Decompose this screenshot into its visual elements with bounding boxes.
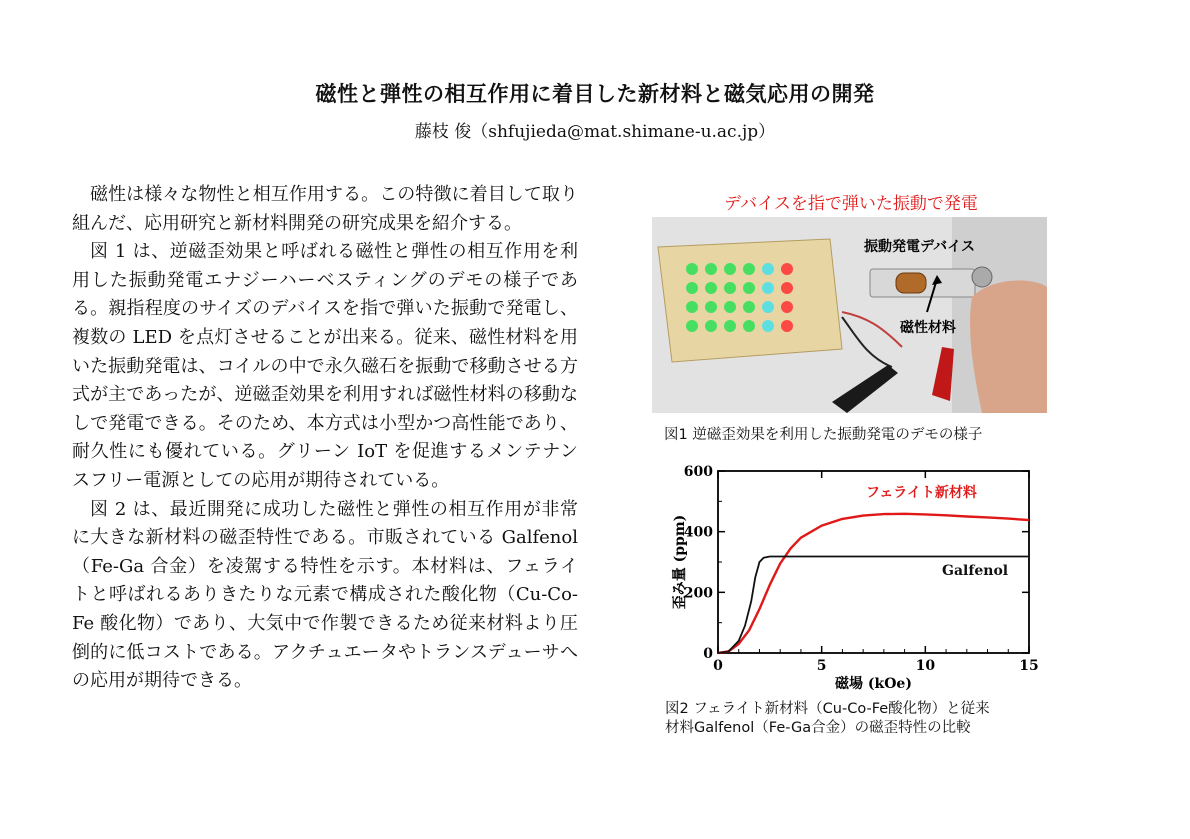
y-tick-label: 200 [683, 585, 713, 602]
led-dot [781, 301, 793, 313]
x-tick-label: 10 [915, 658, 936, 674]
led-dot [781, 263, 793, 275]
photo-illustration [652, 217, 1047, 413]
led-dot [686, 263, 698, 275]
label-material: 磁性材料 [900, 320, 956, 336]
figure2-caption [665, 700, 1065, 738]
body-text [72, 181, 578, 696]
led-dot [743, 282, 755, 294]
led-dot [781, 282, 793, 294]
y-axis-label: 歪み量 (ppm) [672, 514, 688, 610]
led-dot [724, 263, 736, 275]
series-label-ferrite: フェライト新材料 [866, 485, 977, 501]
chart-lines [718, 514, 1029, 653]
chart-labels [671, 464, 1039, 692]
figure2-caption-line2: 材料Galfenol（Fe-Ga合金）の磁歪特性の比較 [665, 720, 971, 736]
paragraph-figure1: 図 1 は、逆磁歪効果と呼ばれる磁性と弾性の相互作用を利用した振動発電エナジーハーベスティングのデモの様子である。親指程度のサイズのデバイスを指で弾いた振動で発電し、複数の LED を点灯させることが出来る。従来、磁性材料を用いた振動発電は、コイルの中で永久磁石を振動で移動させる方式が主であったが、逆磁歪効果を利用すれば磁性材料の移動なしで発電できる。そのため、本方式は小型かつ高性能であり、耐久性にも優れている。グリーン IoT を促進するメンテナンスフリー電源としての応用が期待されている。 [72, 241, 578, 491]
figure2-caption-line1: 図2 フェライト新材料（Cu-Co-Fe酸化物）と従来 [665, 701, 990, 717]
led-dot [781, 320, 793, 332]
paragraph-figure2: 図 2 は、最近開発に成功した磁性と弾性の相互作用が非常に大きな新材料の磁歪特性である。市販されている Galfenol（Fe-Ga 合金）を凌駕する特性を示す。本材料は、フェライトと呼ばれるありきたりな元素で構成された酸化物（Cu-Co-Fe 酸化物）であり、大気中で作製できるため従来材料より圧倒的に低コストである。アクチュエータやトランスデューサへの応用が期待できる。 [72, 498, 578, 692]
led-dot [686, 320, 698, 332]
paragraph-intro: 磁性は様々な物性と相互作用する。この特徴に着目して取り組んだ、応用研究と新材料開発の研究成果を紹介する。 [72, 184, 578, 234]
led-dot [686, 301, 698, 313]
y-tick-label: 600 [683, 464, 713, 480]
led-dot [705, 320, 717, 332]
circuit-board [658, 239, 842, 362]
x-tick-label: 15 [1019, 658, 1039, 674]
label-device: 振動発電デバイス [864, 239, 976, 255]
series-label-galfenol: Galfenol [942, 563, 1009, 579]
led-dot [724, 301, 736, 313]
led-dot [724, 320, 736, 332]
led-dot [743, 301, 755, 313]
x-tick-label: 0 [713, 658, 723, 674]
author-line: 藤枝 俊（shfujieda@mat.shimane-u.ac.jp） [414, 122, 776, 142]
led-dot [762, 263, 774, 275]
led-dot [705, 282, 717, 294]
figure1-caption: 図1 逆磁歪効果を利用した振動発電のデモの様子 [664, 427, 983, 443]
led-dot [762, 282, 774, 294]
figure1-heading: デバイスを指で弾いた振動で発電 [724, 194, 978, 214]
led-dot [743, 320, 755, 332]
led-dot [762, 320, 774, 332]
led-dot [705, 301, 717, 313]
figure2-chart [660, 460, 1050, 694]
y-tick-label: 0 [703, 646, 713, 662]
series-line-ferrite [718, 514, 1029, 653]
x-tick-label: 5 [816, 658, 827, 674]
finger [970, 280, 1047, 413]
x-axis-label: 磁場 (kOe) [835, 676, 912, 692]
y-tick-label: 400 [683, 524, 713, 541]
device-screw [972, 267, 992, 287]
led-dot [762, 301, 774, 313]
figure1-photo [652, 217, 1047, 413]
led-dot [686, 282, 698, 294]
device-coil [896, 273, 926, 293]
led-dot [724, 282, 736, 294]
led-dot [705, 263, 717, 275]
page-title: 磁性と弾性の相互作用に着目した新材料と磁気応用の開発 [315, 82, 875, 106]
led-dot [743, 263, 755, 275]
